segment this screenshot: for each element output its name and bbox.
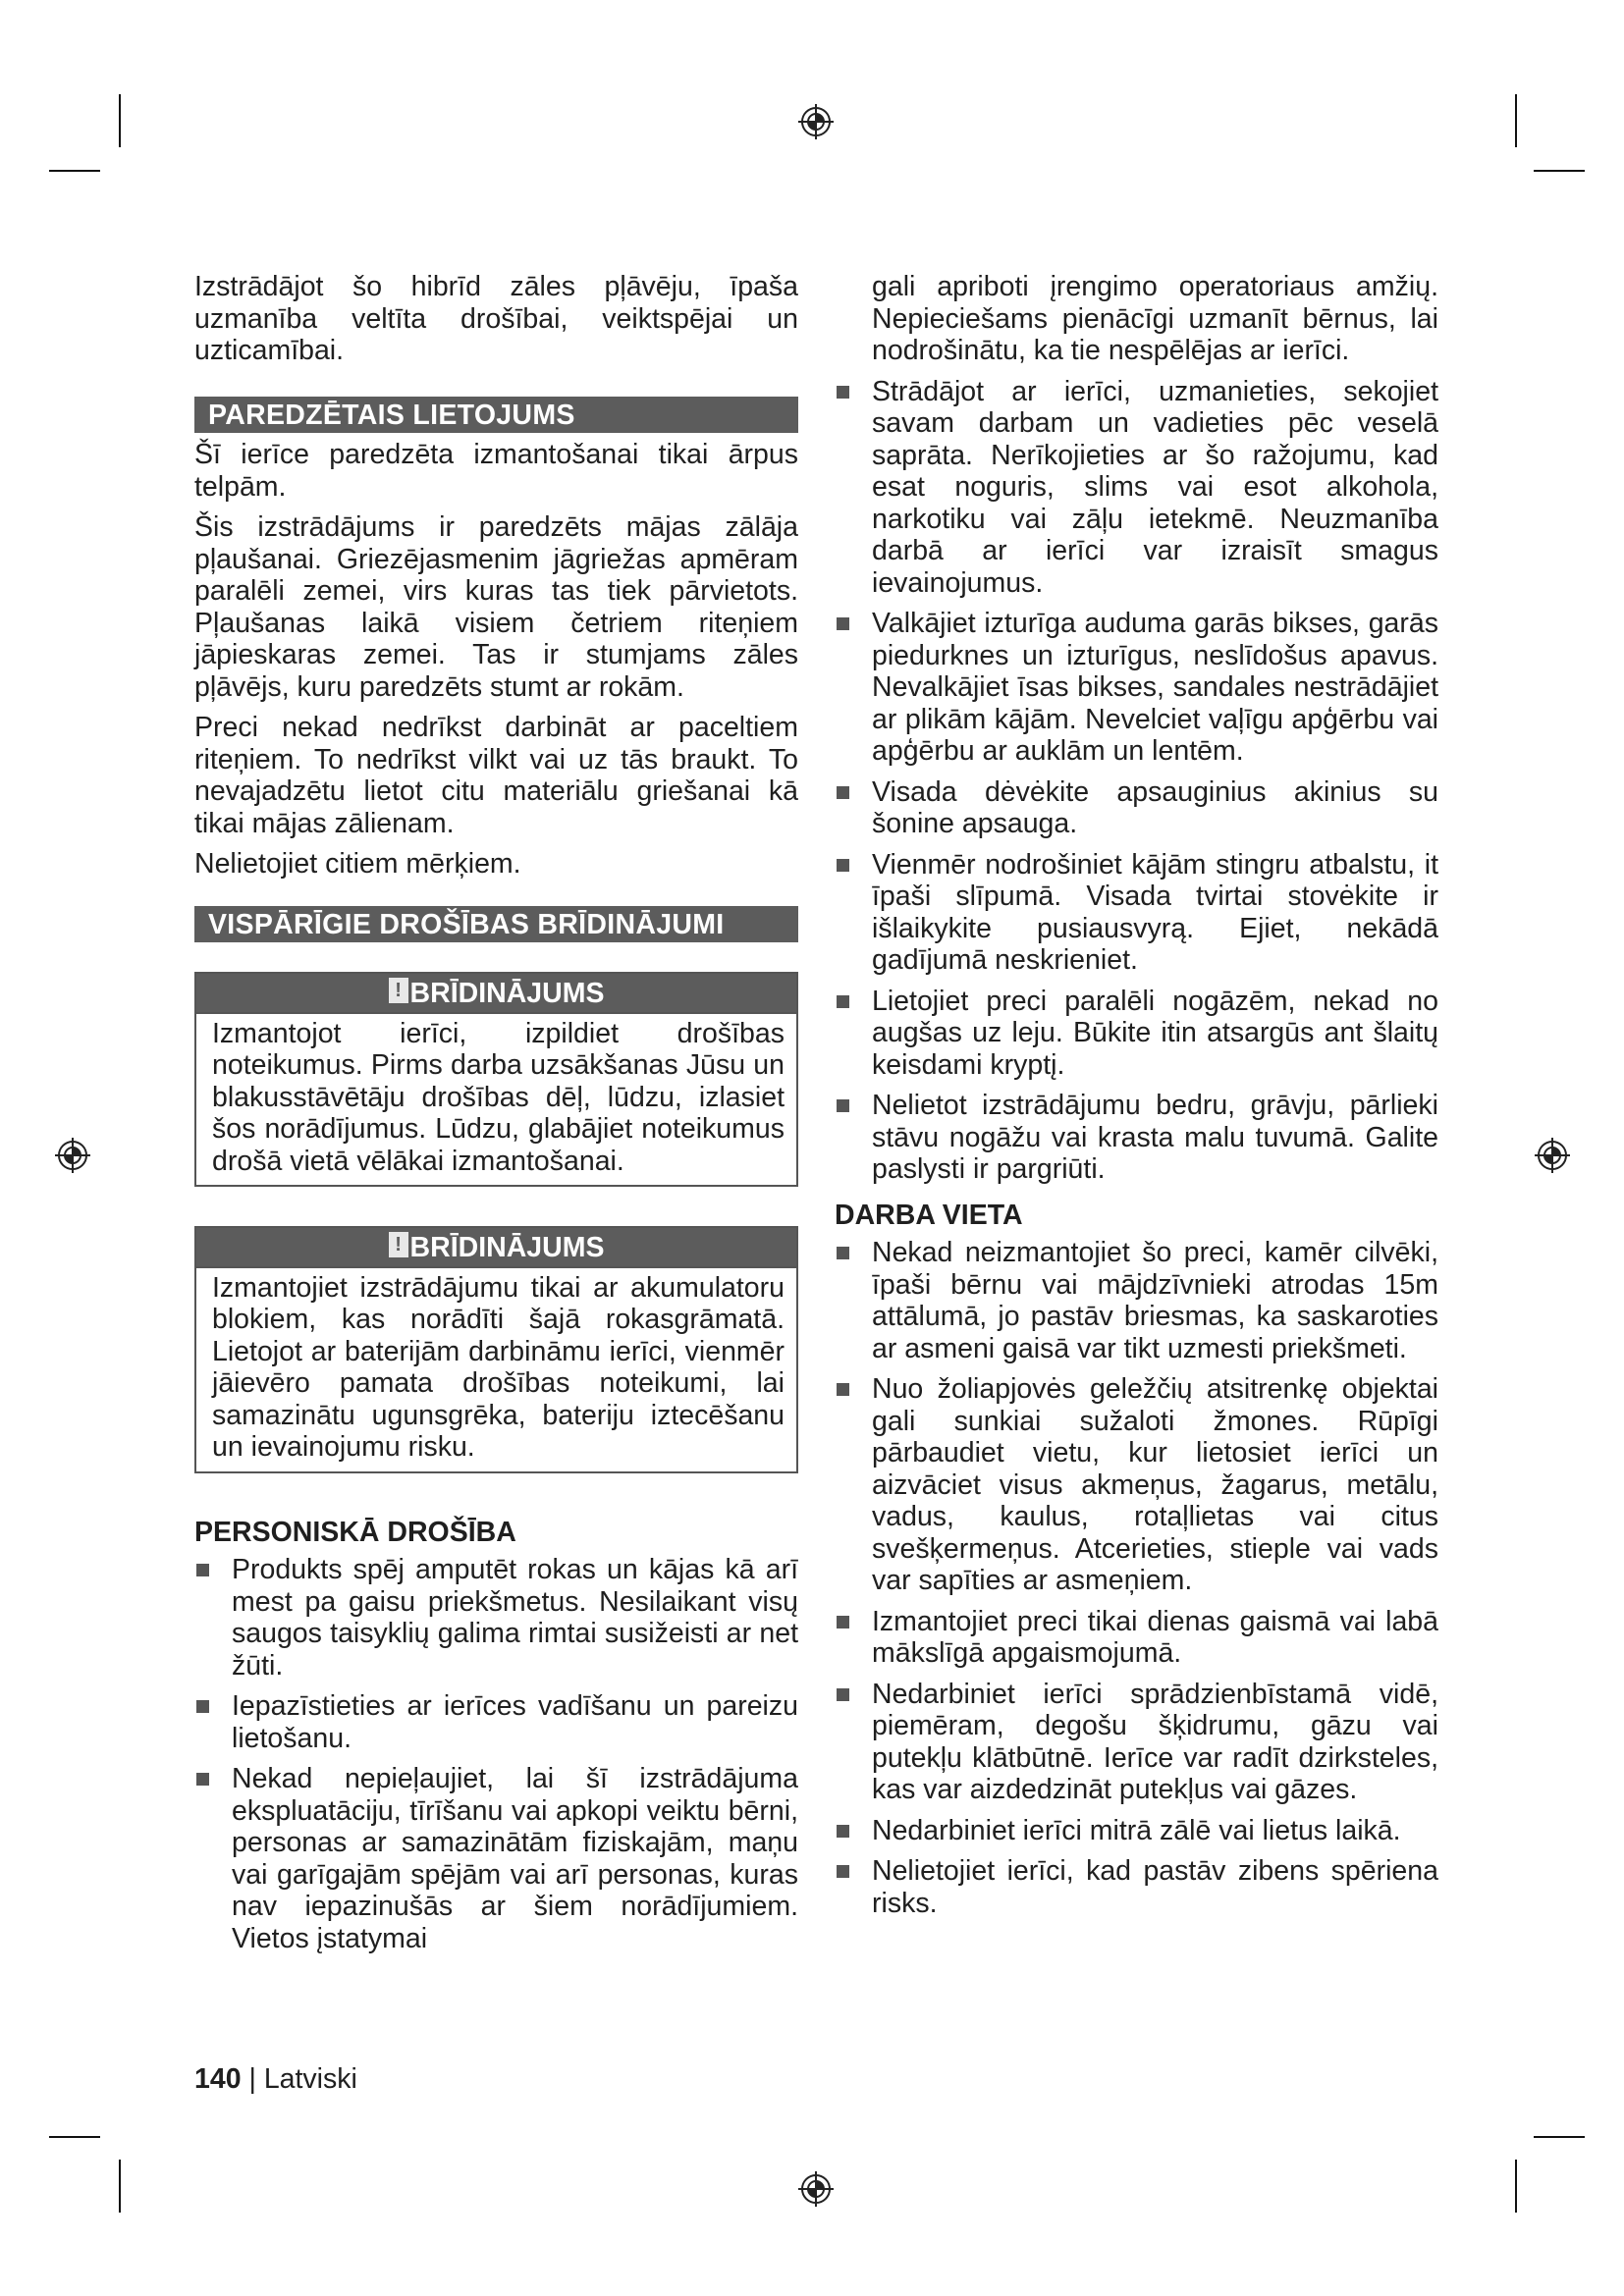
crop-mark-bottom-left [119, 2160, 121, 2213]
registration-mark-icon [796, 102, 836, 141]
subheading-personal-safety: PERSONISKĀ DROŠĪBA [194, 1516, 516, 1548]
warning-text: Izmantojot ierīci, izpildiet drošības noteikumus. Pirms darba uzsākšanas Jūsu un blakusstāvētāju drošības dēļ, lūdzu, izlasiet šos norādījumus. Lūdzu, glabājiet noteikumus drošā vietā vēlākai izmantošanai. [212, 1017, 785, 1177]
list-item: Vienmēr nodrošiniet kājām stingru atbalstu, it īpaši slīpumā. Visada tvirtai stovėkite ir išlaikykite pusiausvyrą. Ejiet, nekādā gadījumā neskrieniet. [835, 849, 1438, 977]
warning-title: BRĪDINĀJUMS [409, 1232, 605, 1263]
section-heading-intended-use: PAREDZĒTAIS LIETOJUMS [194, 397, 798, 434]
page-number: 140 [194, 2063, 242, 2095]
list-item: Produkts spēj amputēt rokas un kājas kā arī mest pa gaisu priekšmetus. Nesilaikant visų saugos taisyklių galima rimtai susižeisti ar net žūti. [194, 1554, 798, 1682]
warning-title: BRĪDINĀJUMS [409, 978, 605, 1009]
crop-mark-bottom-left-h [49, 2136, 100, 2138]
crop-mark-top-left [119, 94, 121, 147]
registration-mark-icon [53, 1136, 92, 1175]
warning-header [196, 1228, 796, 1268]
intended-use-paragraph: Preci nekad nedrīkst darbināt ar paceltiem riteņiem. To nedrīkst vilkt vai uz tās braukt. To nevajadzētu lietot citu materiālu griešanai kā tikai mājas zālienam. [194, 712, 798, 839]
page-footer [194, 2063, 357, 2096]
list-item-continuation: gali apriboti įrengimo operatoriaus amžių. Nepieciešams pienācīgi uzmanīt bērnus, lai nodrošinātu, ka tie nespēlējas ar ierīci. [872, 271, 1438, 366]
section-heading-general-safety: VISPĀRĪGIE DROŠĪBAS BRĪDINĀJUMI [194, 906, 798, 943]
registration-mark-icon [796, 2169, 836, 2209]
crop-mark-top-left-h [49, 170, 100, 172]
list-item: Nelietojiet ierīci, kad pastāv zibens spēriena risks. [835, 1855, 1438, 1919]
crop-mark-top-right [1515, 94, 1517, 147]
crop-mark-bottom-right-h [1534, 2136, 1585, 2138]
warning-icon: ! [389, 978, 408, 1003]
intended-use-paragraph: Šī ierīce paredzēta izmantošanai tikai ārpus telpām. [194, 439, 798, 503]
warning-box [194, 972, 798, 1187]
list-item: Izmantojiet preci tikai dienas gaismā vai labā mākslīgā apgaismojumā. [835, 1606, 1438, 1670]
registration-mark-icon [1533, 1136, 1572, 1175]
left-column [194, 271, 798, 1963]
list-item: Visada dėvėkite apsauginius akinius su šonine apsauga. [835, 776, 1438, 840]
personal-safety-list [194, 1554, 798, 1954]
warning-header [196, 974, 796, 1014]
list-item: Valkājiet izturīga auduma garās bikses, garās piedurknes un izturīgus, neslīdošus apavus. Nevalkājiet īsas bikses, sandales nestrādājiet ar plikām kājām. Nevelciet vaļīgu apģērbu vai apģērbu ar auklām un lentēm. [835, 608, 1438, 768]
crop-mark-top-right-h [1534, 170, 1585, 172]
warning-text: Izmantojiet izstrādājumu tikai ar akumulatoru blokiem, kas norādīti šajā rokasgrāmatā. Lietojot ar baterijām darbināmu ierīci, vienmēr jāievēro pamata drošības noteikumi, lai samazinātu ugunsgrēka, bateriju iztecēšanu un ievainojumu risku. [212, 1271, 785, 1463]
work-area-list [835, 1237, 1438, 1919]
right-column [835, 271, 1438, 1928]
footer-language: Latviski [263, 2063, 357, 2095]
list-item: Strādājot ar ierīci, uzmanieties, sekojiet savam darbam un vadieties pēc veselā saprāta. Nerīkojieties ar šo ražojumu, kad esat noguris, slims vai esot alkohola, narkotiku vai zāļu ietekmē. Neuzmanība darbā ar ierīci var izraisīt smagus ievainojumus. [835, 376, 1438, 600]
warning-box [194, 1226, 798, 1473]
warning-icon: ! [389, 1232, 408, 1257]
list-item: Lietojiet preci paralēli nogāzēm, nekad no augšas uz leju. Būkite itin atsargūs ant šlaitų keisdami kryptį. [835, 986, 1438, 1082]
intro-paragraph: Izstrādājot šo hibrīd zāles pļāvēju, īpaša uzmanība veltīta drošībai, veiktspējai un uzticamībai. [194, 271, 798, 366]
list-item: Iepazīstieties ar ierīces vadīšanu un pareizu lietošanu. [194, 1690, 798, 1754]
crop-mark-bottom-right [1515, 2160, 1517, 2213]
list-item: Nedarbiniet ierīci sprādzienbīstamā vidē, piemēram, degošu šķidrumu, gāzu vai putekļu klātbūtnē. Ierīce var radīt dzirksteles, kas var aizdedzināt putekļus vai gāzes. [835, 1679, 1438, 1806]
list-item: Nuo žoliapjovės geležčių atsitrenkę objektai gali sunkiai sužaloti žmones. Rūpīgi pārbaudiet vietu, kur lietosiet ierīci un aizvāciet visus akmeņus, žagarus, metālu, vadus, kaulus, rotaļlietas vai citus svešķermeņus. Atcerieties, stieple vai vads var sapīties ar asmeņiem. [835, 1373, 1438, 1597]
list-item: Nedarbiniet ierīci mitrā zālē vai lietus laikā. [835, 1815, 1438, 1847]
subheading-work-area: DARBA VIETA [835, 1199, 1023, 1231]
list-item: Nelietot izstrādājumu bedru, grāvju, pārlieki stāvu nogāžu vai krasta malu tuvumā. Galite paslysti ir pargriūti. [835, 1090, 1438, 1186]
list-item: Nekad neizmantojiet šo preci, kamēr cilvēki, īpaši bērnu vai mājdzīvnieki atrodas 15m attālumā, jo pastāv briesmas, ka saskaroties ar asmeni gaisā var tikt uzmesti priekšmeti. [835, 1237, 1438, 1364]
footer-separator: | [248, 2063, 256, 2095]
list-item: Nekad nepieļaujiet, lai šī izstrādājuma ekspluatāciju, tīrīšanu vai apkopi veiktu bērni, personas ar samazinātām fiziskajām, maņu vai garīgajām spējām vai arī personas, kuras nav iepazinušās ar šiem norādījumiem. Vietos įstatymai [194, 1763, 798, 1954]
intended-use-paragraph: Nelietojiet citiem mērķiem. [194, 848, 521, 880]
intended-use-paragraph: Šis izstrādājums ir paredzēts mājas zālāja pļaušanai. Griezējasmenim jāgriežas apmēram paralēli zemei, virs kuras tas tiek pārvietots. Pļaušanas laikā visiem četriem riteņiem jāpieskaras zemei. Tas ir stumjams zāles pļāvējs, kuru paredzēts stumt ar rokām. [194, 511, 798, 703]
personal-safety-list-continued [835, 376, 1438, 1186]
